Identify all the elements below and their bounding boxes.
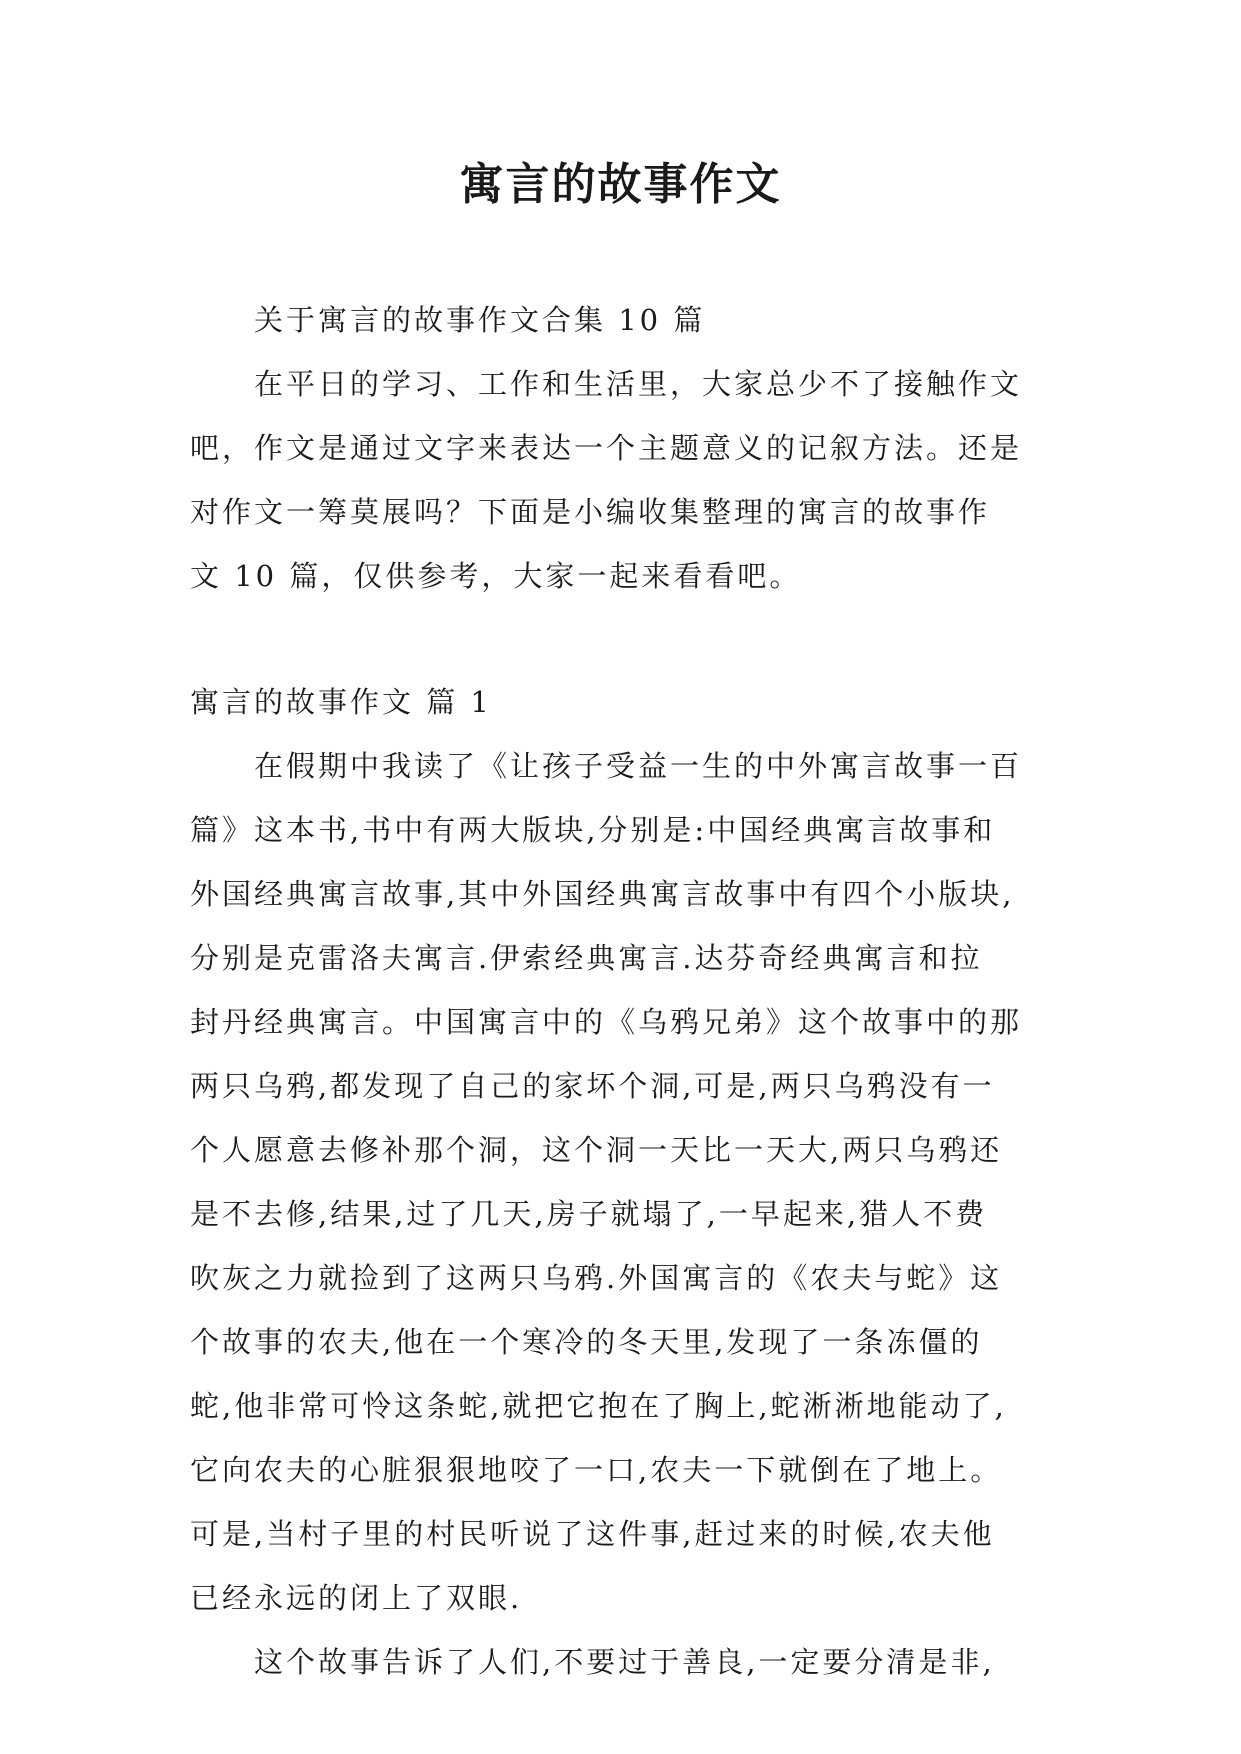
- section-spacer: [190, 608, 1050, 670]
- intro-paragraph-line: 文 10 篇，仅供参考，大家一起来看看吧。: [190, 559, 802, 593]
- story-paragraph-line: 外国经典寓言故事,其中外国经典寓言故事中有四个小版块,: [190, 877, 1015, 911]
- story-paragraph-line: 分别是克雷洛夫寓言.伊索经典寓言.达芬奇经典寓言和拉: [190, 941, 983, 975]
- story-paragraph-line: 吹灰之力就捡到了这两只乌鸦.外国寓言的《农夫与蛇》这: [190, 1261, 1003, 1295]
- story-paragraph-line: 在假期中我读了《让孩子受益一生的中外寓言故事一百: [254, 749, 1023, 783]
- story-paragraph-line: 它向农夫的心脏狠狠地咬了一口,农夫一下就倒在了地上。: [190, 1453, 1003, 1487]
- intro-paragraph-line: 对作文一筹莫展吗？下面是小编收集整理的寓言的故事作: [190, 495, 991, 529]
- story-paragraph-line: 可是,当村子里的村民听说了这件事,赶过来的时候,农夫他: [190, 1517, 995, 1551]
- story-paragraph-line: 两只乌鸦,都发现了自己的家坏个洞,可是,两只乌鸦没有一: [190, 1069, 995, 1103]
- document-body: [190, 288, 1050, 1694]
- document-title: 寓言的故事作文: [459, 159, 782, 210]
- story-paragraph-line: 个人愿意去修补那个洞，这个洞一天比一天大,两只乌鸦还: [190, 1133, 1003, 1167]
- story-paragraph-line: 是不去修,结果,过了几天,房子就塌了,一早起来,猎人不费: [190, 1197, 988, 1231]
- intro-paragraph-line: 在平日的学习、工作和生活里，大家总少不了接触作文: [254, 367, 1023, 401]
- section-heading: 寓言的故事作文 篇 1: [190, 685, 492, 719]
- moral-paragraph-line: 这个故事告诉了人们,不要过于善良,一定要分清是非,: [254, 1645, 995, 1679]
- story-paragraph-line: 蛇,他非常可怜这条蛇,就把它抱在了胸上,蛇淅淅地能动了,: [190, 1389, 1007, 1423]
- story-paragraph-line: 已经永远的闭上了双眼.: [190, 1581, 523, 1615]
- story-paragraph-line: 封丹经典寓言。中国寓言中的《乌鸦兄弟》这个故事中的那: [190, 1005, 1023, 1039]
- story-paragraph-line: 篇》这本书,书中有两大版块,分别是:中国经典寓言故事和: [190, 813, 996, 847]
- intro-heading: 关于寓言的故事作文合集 10 篇: [254, 303, 706, 337]
- intro-paragraph-line: 吧，作文是通过文字来表达一个主题意义的记叙方法。还是: [190, 431, 1023, 465]
- story-paragraph-line: 个故事的农夫,他在一个寒冷的冬天里,发现了一条冻僵的: [190, 1325, 983, 1359]
